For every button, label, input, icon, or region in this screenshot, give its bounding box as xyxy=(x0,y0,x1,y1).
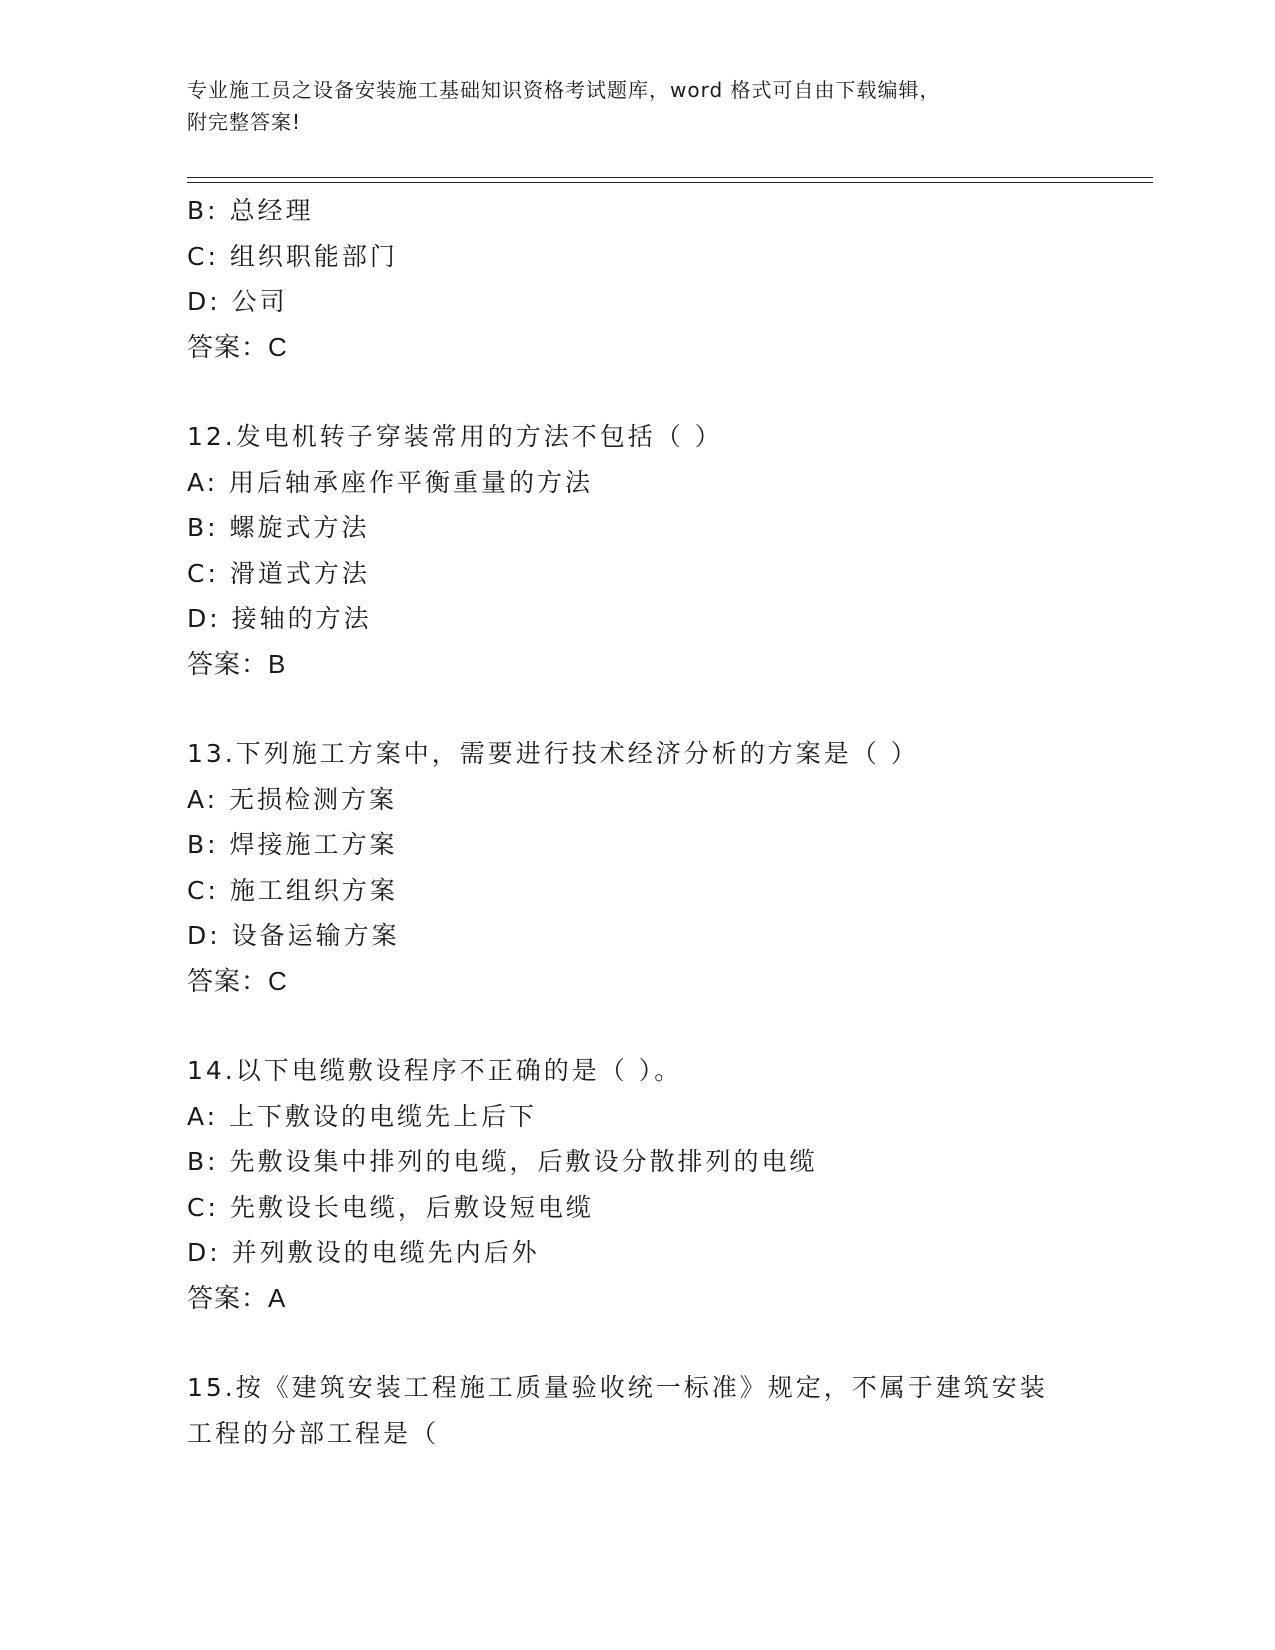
question-text-line-1: 15.按《建筑安装工程施工质量验收统一标准》规定，不属于建筑安装 xyxy=(187,1373,1048,1402)
option-b: B: 螺旋式方法 xyxy=(187,513,370,542)
option-d: D: 公司 xyxy=(187,287,288,316)
question-block-14 xyxy=(187,1048,1147,1321)
option-a: A: 上下敷设的电缆先上后下 xyxy=(187,1101,538,1131)
question-block-12 xyxy=(187,414,1147,687)
option-c: C: 先敷设长电缆，后敷设短电缆 xyxy=(187,1192,594,1222)
spacer xyxy=(187,1004,1147,1048)
spacer xyxy=(187,1321,1147,1365)
page-header xyxy=(187,74,1087,138)
option-b: B: 先敷设集中排列的电缆，后敷设分散排列的电缆 xyxy=(187,1147,818,1176)
header-line-2: 附完整答案! xyxy=(187,110,302,134)
answer-line: 答案：C xyxy=(187,965,288,996)
answer-line: 答案：A xyxy=(187,1282,287,1313)
question-block-13 xyxy=(187,731,1147,1004)
question-text: 13.下列施工方案中，需要进行技术经济分析的方案是（ ） xyxy=(187,739,919,768)
option-c: C: 组织职能部门 xyxy=(187,241,398,271)
header-line-1: 专业施工员之设备安装施工基础知识资格考试题库，word 格式可自由下载编辑， xyxy=(187,78,941,102)
spacer xyxy=(187,370,1147,414)
option-d: D: 接轴的方法 xyxy=(187,604,372,633)
question-text: 14.以下电缆敷设程序不正确的是（ ）。 xyxy=(187,1056,683,1085)
question-text-line-2: 工程的分部工程是（ xyxy=(187,1418,440,1448)
answer-line: 答案：C xyxy=(187,331,288,362)
option-d: D: 并列敷设的电缆先内后外 xyxy=(187,1238,540,1267)
question-text: 12.发电机转子穿装常用的方法不包括（ ） xyxy=(187,422,723,451)
option-b: B: 总经理 xyxy=(187,196,314,225)
option-b: B: 焊接施工方案 xyxy=(187,830,398,859)
document-body xyxy=(187,188,1147,1456)
option-a: A: 无损检测方案 xyxy=(187,784,398,814)
question-block-15 xyxy=(187,1365,1147,1456)
header-divider xyxy=(187,177,1153,183)
spacer xyxy=(187,687,1147,731)
option-a: A: 用后轴承座作平衡重量的方法 xyxy=(187,467,594,497)
option-c: C: 滑道式方法 xyxy=(187,558,370,588)
question-block-11 xyxy=(187,188,1147,370)
option-c: C: 施工组织方案 xyxy=(187,875,398,905)
answer-line: 答案：B xyxy=(187,648,287,679)
option-d: D: 设备运输方案 xyxy=(187,921,400,950)
